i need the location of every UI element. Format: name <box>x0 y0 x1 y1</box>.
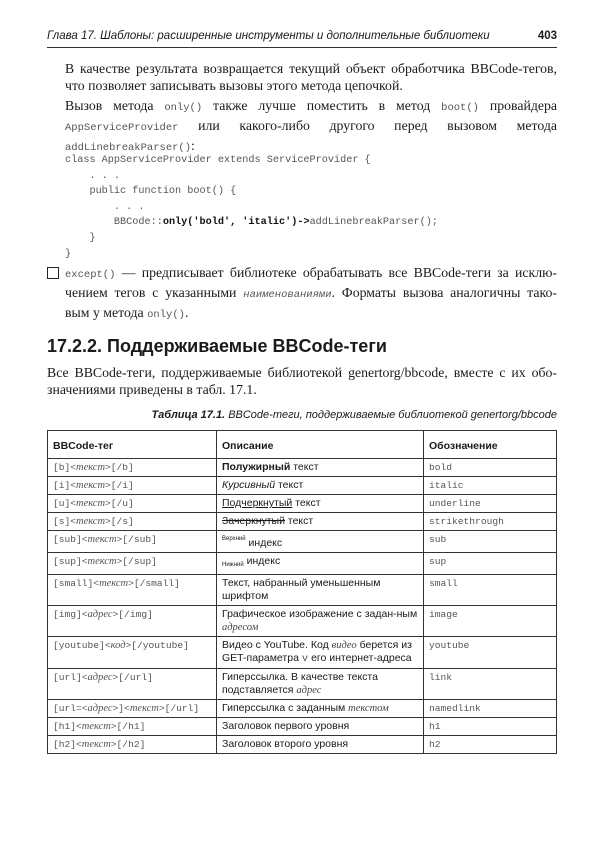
tag-cell <box>48 459 217 477</box>
tag-param: текст <box>87 556 117 567</box>
description-cell <box>217 495 424 513</box>
code-cell: bold <box>424 459 557 477</box>
code-cell: italic <box>424 477 557 495</box>
code-cell: small <box>424 575 557 606</box>
paragraph-intro-table <box>47 364 557 398</box>
tag-text: >[/img] <box>112 609 153 620</box>
table-caption <box>47 409 557 421</box>
tag-param: текст <box>87 534 117 545</box>
tag-param: текст <box>129 703 159 714</box>
section-heading: 17.2.2. Поддерживаемые BBCode-теги <box>47 336 387 356</box>
text: провайдера <box>489 98 558 113</box>
description-cell: Заголовок первого уровня <box>217 718 424 736</box>
desc-bold: Полужирный <box>222 461 291 473</box>
tag-text: [url]< <box>53 672 88 683</box>
inline-code: only() <box>147 309 185 321</box>
tag-param: адрес <box>87 703 113 714</box>
tag-param: адрес <box>87 609 113 620</box>
description-cell <box>217 700 424 718</box>
tag-param: текст <box>76 480 106 491</box>
code-line: } <box>65 232 96 244</box>
code-line: . . . <box>65 170 121 182</box>
inline-code: addLinebreakParser() <box>65 142 192 154</box>
chapter-title: Глава 17. Шаблоны: расширенные инструменты и дополнительные библиотеки <box>47 30 490 42</box>
page-number: 403 <box>537 30 557 42</box>
text: также лучше поместить в метод <box>213 98 431 113</box>
code-block <box>65 153 438 262</box>
tag-param: текст <box>76 462 106 473</box>
tag-text: [sup]< <box>53 556 88 567</box>
text: Вызов метода <box>65 98 154 113</box>
table-row <box>48 477 557 495</box>
table-row <box>48 736 557 754</box>
tag-text: [youtube]< <box>53 640 111 651</box>
tag-text: [u]< <box>53 498 77 509</box>
inline-code-italic: наименованиями <box>243 289 332 301</box>
tag-param: текст <box>81 721 111 732</box>
tag-text: [small]< <box>53 578 100 589</box>
tag-text: [url=< <box>53 703 88 714</box>
tag-text: >[/sup] <box>116 556 157 567</box>
desc-variable: видео <box>331 640 357 651</box>
description-cell <box>217 459 424 477</box>
text: чением тегов с указанными <box>65 285 237 300</box>
code-cell: underline <box>424 495 557 513</box>
running-header <box>47 29 557 48</box>
table-row <box>48 459 557 477</box>
inline-code: AppServiceProvider <box>65 122 179 134</box>
text: . Форматы вызова аналогичны тако- <box>331 285 558 300</box>
table-row <box>48 700 557 718</box>
text: — предписывает библиотеке обрабатывать все BBCode-теги за исклю- <box>121 265 557 280</box>
description-cell <box>217 669 424 700</box>
tag-param: текст <box>76 516 106 527</box>
description-cell <box>217 606 424 637</box>
column-header: BBCode-тег <box>48 431 217 459</box>
desc-text: Графическое изображение с задан-ным <box>222 608 418 620</box>
tag-cell <box>48 606 217 637</box>
tag-text: >[/url] <box>158 703 200 714</box>
desc-subscript: Нижний <box>222 562 244 568</box>
tag-cell <box>48 669 217 700</box>
table-row <box>48 606 557 637</box>
inline-code: only() <box>164 102 203 114</box>
tag-cell <box>48 736 217 754</box>
tag-text: >[/u] <box>105 498 134 509</box>
text: или какого-либо другого перед вызовом метода <box>198 118 557 133</box>
code-line: public function boot() { <box>65 186 237 198</box>
tag-cell <box>48 553 217 575</box>
tag-text: [h2]< <box>53 739 82 750</box>
desc-underline: Подчеркнутый <box>222 497 293 509</box>
desc-text: текст <box>292 497 321 509</box>
caption-text: BBCode-теги, поддерживаемые библиотекой genertorg/bbcode <box>228 409 557 421</box>
desc-italic: Курсивный <box>222 479 276 491</box>
column-header: Описание <box>217 431 424 459</box>
tag-param: текст <box>99 578 129 589</box>
column-header: Обозначение <box>424 431 557 459</box>
code-cell: sup <box>424 553 557 575</box>
text: . <box>184 305 189 320</box>
tag-text: >]< <box>112 703 130 714</box>
tag-param: текст <box>81 739 111 750</box>
tag-text: >[/i] <box>105 480 134 491</box>
caption-label: Таблица 17.1. <box>151 409 226 421</box>
description-cell: Заголовок второго уровня <box>217 736 424 754</box>
desc-text: индекс <box>243 555 281 567</box>
table-row <box>48 513 557 531</box>
desc-text: индекс <box>245 537 283 549</box>
text-line: Все BBCode-теги, поддерживаемые библиотекой genertorg/bbcode, вместе с их обо- <box>47 365 557 380</box>
tag-text: [h1]< <box>53 721 82 732</box>
tag-text: >[/h2] <box>110 739 146 750</box>
tag-text: [sub]< <box>53 534 88 545</box>
tag-text: [b]< <box>53 462 77 473</box>
tag-text: >[/small] <box>128 578 180 589</box>
desc-text: берется из GET-параметра <box>222 639 412 664</box>
table-header-row <box>48 431 557 459</box>
code-line: . . . <box>65 201 145 213</box>
code-cell: image <box>424 606 557 637</box>
desc-code: v <box>301 653 309 665</box>
desc-strike: Зачеркнутый <box>222 515 285 527</box>
code-text: BBCode:: <box>65 217 163 229</box>
tag-text: >[/youtube] <box>125 640 189 651</box>
desc-text: текст <box>284 515 314 527</box>
code-cell: h1 <box>424 718 557 736</box>
description-cell <box>217 477 424 495</box>
bbcode-table <box>47 430 557 754</box>
desc-text: Гиперссылка с заданным <box>222 702 346 714</box>
tag-cell <box>48 718 217 736</box>
table-row <box>48 718 557 736</box>
tag-text: [i]< <box>53 480 77 491</box>
paragraph-except <box>65 264 557 324</box>
inline-code: boot() <box>441 102 479 114</box>
text: : <box>191 138 195 153</box>
table-row <box>48 669 557 700</box>
code-text: addLinebreakParser(); <box>309 217 438 229</box>
text-line <box>65 304 557 324</box>
code-line <box>65 217 438 228</box>
paragraph-result <box>65 60 557 94</box>
desc-text: текст <box>275 479 304 491</box>
tag-text: >[/s] <box>105 516 134 527</box>
tag-text: >[/b] <box>105 462 134 473</box>
tag-param: текст <box>76 498 106 509</box>
text-line: значениями приведены в табл. 17.1. <box>47 382 257 397</box>
desc-variable: адрес <box>296 685 322 696</box>
desc-text: его интернет-адреса <box>311 652 412 664</box>
code-cell: link <box>424 669 557 700</box>
tag-text: >[/h1] <box>110 721 146 732</box>
table-row <box>48 553 557 575</box>
tag-param: адрес <box>87 672 113 683</box>
desc-variable: адресом <box>222 622 259 633</box>
desc-text: Видео с YouTube. Код <box>222 639 329 651</box>
tag-text: [img]< <box>53 609 88 620</box>
text-line <box>65 117 557 137</box>
text-line <box>65 284 557 304</box>
tag-text: >[/sub] <box>116 534 157 545</box>
desc-text: текст <box>290 461 319 473</box>
description-cell <box>217 553 424 575</box>
table-row <box>48 637 557 669</box>
tag-param: код <box>110 640 126 651</box>
tag-cell <box>48 513 217 531</box>
text-line: что позволяет записывать вызовы этого метода цепочкой. <box>65 78 403 93</box>
code-cell: namedlink <box>424 700 557 718</box>
code-cell: youtube <box>424 637 557 669</box>
table-row <box>48 531 557 553</box>
inline-code: except() <box>65 269 116 281</box>
tag-cell <box>48 637 217 669</box>
tag-cell <box>48 477 217 495</box>
description-cell <box>217 531 424 553</box>
code-cell: strikethrough <box>424 513 557 531</box>
text-line: В качестве результата возвращается текущий объект обработчика BBCode-тегов, <box>65 61 557 76</box>
desc-text: Гиперссылка. В качестве текста подставляется <box>222 671 378 696</box>
text-line <box>65 264 557 284</box>
tag-cell <box>48 700 217 718</box>
code-cell: sub <box>424 531 557 553</box>
code-bold: only('bold', 'italic')-> <box>162 217 310 229</box>
description-cell <box>217 637 424 669</box>
code-line: } <box>65 248 72 260</box>
paragraph-call-method <box>65 97 557 157</box>
tag-text: [s]< <box>53 516 77 527</box>
code-cell: h2 <box>424 736 557 754</box>
text: вым у метода <box>65 305 144 320</box>
checkbox-bullet-icon <box>47 267 59 279</box>
tag-text: >[/url] <box>112 672 153 683</box>
desc-superscript: Верхний <box>222 536 246 542</box>
description-cell: Текст, набранный уменьшенным шрифтом <box>217 575 424 606</box>
table-row <box>48 495 557 513</box>
tag-cell <box>48 531 217 553</box>
text-line <box>65 97 557 117</box>
description-cell <box>217 513 424 531</box>
table-row <box>48 575 557 606</box>
code-line: class AppServiceProvider extends ServiceProvider { <box>65 155 371 166</box>
tag-cell <box>48 495 217 513</box>
desc-variable: текстом <box>348 703 389 714</box>
tag-cell <box>48 575 217 606</box>
